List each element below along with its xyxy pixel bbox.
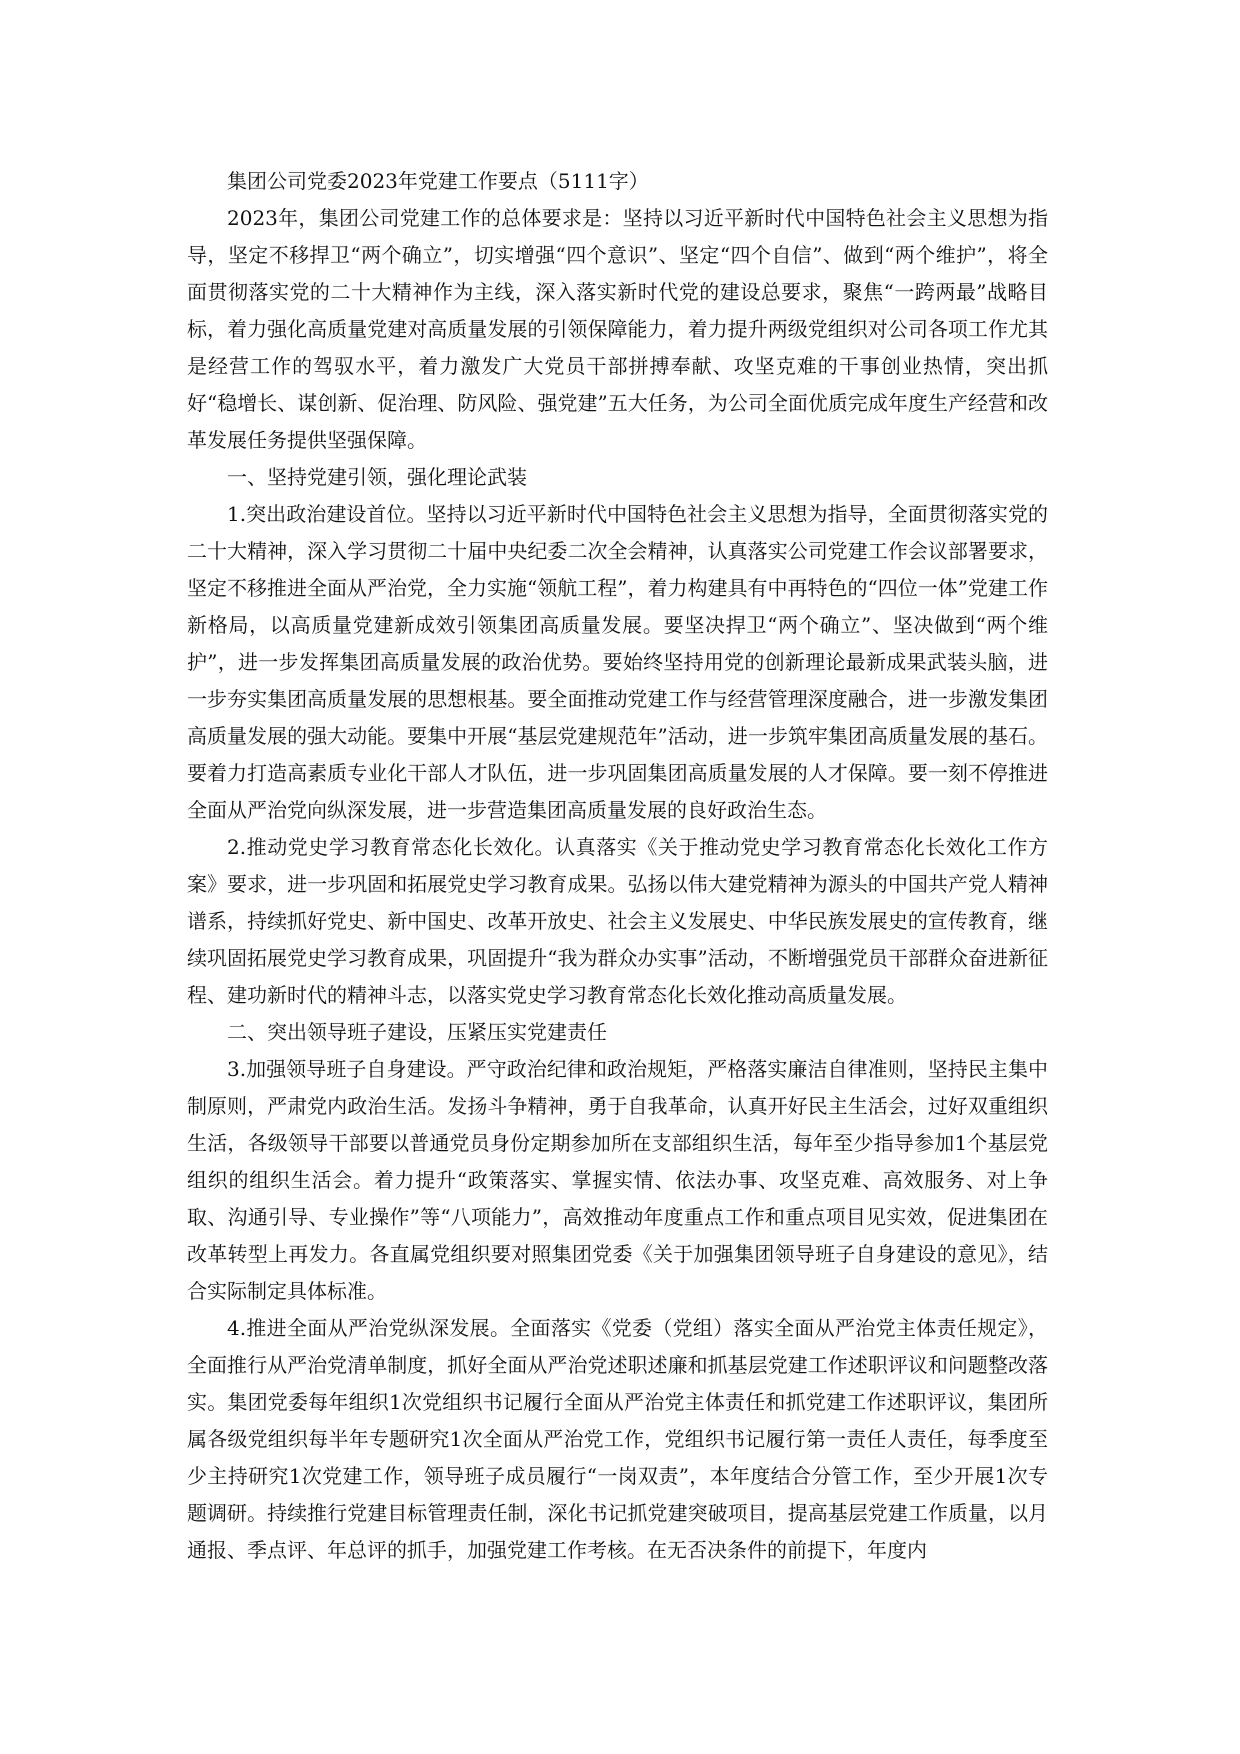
section-heading-2: 二、突出领导班子建设，压紧压实党建责任 (227, 1020, 607, 1044)
document-page (187, 163, 1048, 1569)
document-title: 集团公司党委2023年党建工作要点（5111字） (227, 169, 649, 193)
paragraph-item-1: 1.突出政治建设首位。坚持以习近平新时代中国特色社会主义思想为指导，全面贯彻落实党的二十大精神，深入学习贯彻二十届中央纪委二次全会精神，认真落实公司党建工作会议部署要求，坚定不移推进全面从严治党，全力实施“领航工程”，着力构建具有中再特色的“四位一体”党建工作新格局，以高质量党建新成效引领集团高质量发展。要坚决捍卫“两个确立”、坚决做到“两个维护”，进一步发挥集团高质量发展的政治优势。要始终坚持用党的创新理论最新成果武装头脑，进一步夯实集团高质量发展的思想根基。要全面推动党建工作与经营管理深度融合，进一步激发集团高质量发展的强大动能。要集中开展“基层党建规范年”活动，进一步筑牢集团高质量发展的基石。要着力打造高素质专业化干部人才队伍，进一步巩固集团高质量发展的人才保障。要一刻不停推进全面从严治党向纵深发展，进一步营造集团高质量发展的良好政治生态。 (187, 502, 1048, 822)
paragraph-item-2: 2.推动党史学习教育常态化长效化。认真落实《关于推动党史学习教育常态化长效化工作方案》要求，进一步巩固和拓展党史学习教育成果。弘扬以伟大建党精神为源头的中国共产党人精神谱系，持续抓好党史、新中国史、改革开放史、社会主义发展史、中华民族发展史的宣传教育，继续巩固拓展党史学习教育成果，巩固提升“我为群众办实事”活动，不断增强党员干部群众奋进新征程、建功新时代的精神斗志，以落实党史学习教育常态化长效化推动高质量发展。 (187, 835, 1048, 1007)
section-heading-1: 一、坚持党建引领，强化理论武装 (227, 465, 527, 489)
paragraph-item-4: 4.推进全面从严治党纵深发展。全面落实《党委（党组）落实全面从严治党主体责任规定》，全面推行从严治党清单制度，抓好全面从严治党述职述廉和抓基层党建工作述职评议和问题整改落实。集团党委每年组织1次党组织书记履行全面从严治党主体责任和抓党建工作述职评议，集团所属各级党组织每半年专题研究1次全面从严治党工作，党组织书记履行第一责任人责任，每季度至少主持研究1次党建工作，领导班子成员履行“一岗双责”，本年度结合分管工作，至少开展1次专题调研。持续推行党建目标管理责任制，深化书记抓党建突破项目，提高基层党建工作质量，以月通报、季点评、年总评的抓手，加强党建工作考核。在无否决条件的前提下，年度内 (187, 1316, 1048, 1562)
paragraph-overview: 2023年，集团公司党建工作的总体要求是：坚持以习近平新时代中国特色社会主义思想为指导，坚定不移捍卫“两个确立”，切实增强“四个意识”、坚定“四个自信”、做到“两个维护”，将全面贯彻落实党的二十大精神作为主线，深入落实新时代党的建设总要求，聚焦“一跨两最”战略目标，着力强化高质量党建对高质量发展的引领保障能力，着力提升两级党组织对公司各项工作尤其是经营工作的驾驭水平，着力激发广大党员干部拼搏奉献、攻坚克难的干事创业热情，突出抓好“稳增长、谋创新、促治理、防风险、强党建”五大任务，为公司全面优质完成年度生产经营和改革发展任务提供坚强保障。 (187, 206, 1048, 452)
paragraph-item-3: 3.加强领导班子自身建设。严守政治纪律和政治规矩，严格落实廉洁自律准则，坚持民主集中制原则，严肃党内政治生活。发扬斗争精神，勇于自我革命，认真开好民主生活会，过好双重组织生活，各级领导干部要以普通党员身份定期参加所在支部组织生活，每年至少指导参加1个基层党组织的组织生活会。着力提升“政策落实、掌握实情、依法办事、攻坚克难、高效服务、对上争取、沟通引导、专业操作”等“八项能力”，高效推动年度重点工作和重点项目见实效，促进集团在改革转型上再发力。各直属党组织要对照集团党委《关于加强集团领导班子自身建设的意见》，结合实际制定具体标准。 (187, 1057, 1048, 1303)
